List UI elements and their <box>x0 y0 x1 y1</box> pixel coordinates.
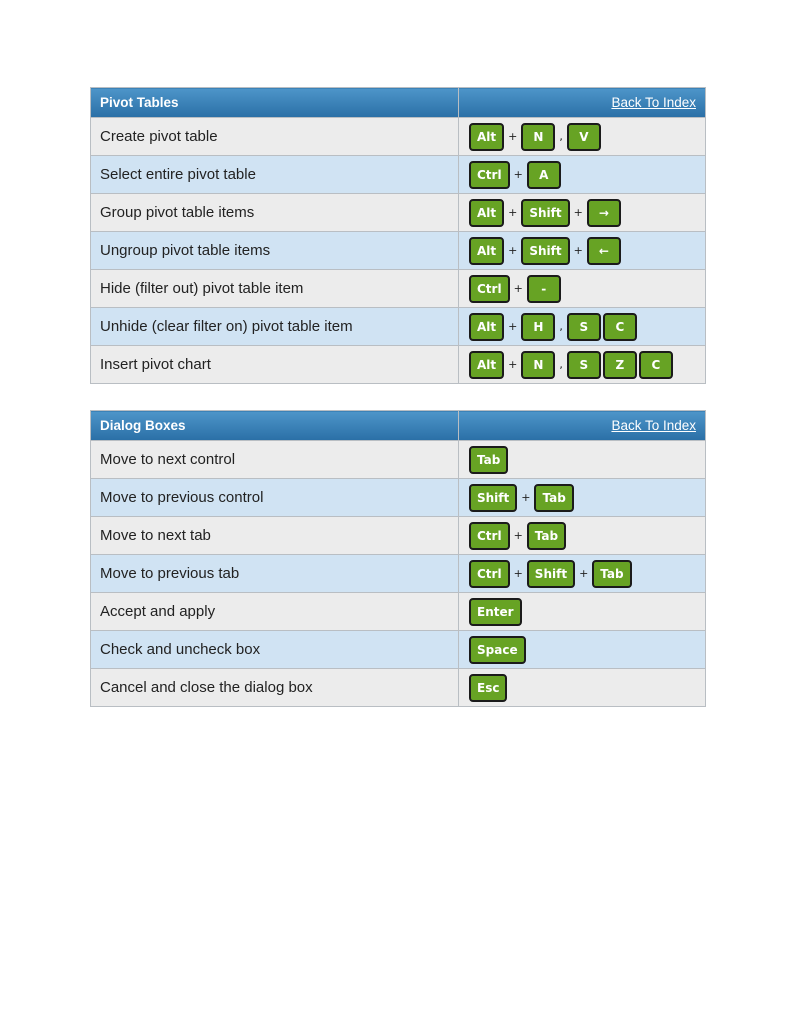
table-row <box>91 669 706 707</box>
key-cap: N <box>521 351 555 379</box>
key-cap: V <box>567 123 601 151</box>
table-row <box>91 118 706 156</box>
shortcut-keys <box>459 270 706 308</box>
shortcut-description: Check and uncheck box <box>91 631 459 669</box>
shortcut-description: Cancel and close the dialog box <box>91 669 459 707</box>
key-separator: + <box>508 130 518 143</box>
key-cap: Alt <box>469 237 504 265</box>
key-cap: Ctrl <box>469 161 510 189</box>
shortcut-description: Move to next tab <box>91 517 459 555</box>
key-cap: Shift <box>527 560 575 588</box>
shortcut-keys <box>459 441 706 479</box>
key-cap: Tab <box>592 560 631 588</box>
table-header <box>91 411 706 441</box>
table-row <box>91 517 706 555</box>
key-cap: Alt <box>469 123 504 151</box>
shortcut-keys <box>459 593 706 631</box>
table-row <box>91 232 706 270</box>
key-cap: S <box>567 351 601 379</box>
key-cap: Z <box>603 351 637 379</box>
shortcut-description: Hide (filter out) pivot table item <box>91 270 459 308</box>
shortcut-keys <box>459 555 706 593</box>
shortcut-description: Unhide (clear filter on) pivot table item <box>91 308 459 346</box>
key-cap: Space <box>469 636 526 664</box>
key-cap: Esc <box>469 674 507 702</box>
key-cap: N <box>521 123 555 151</box>
back-to-index-cell <box>459 411 706 441</box>
table-header <box>91 88 706 118</box>
key-cap: → <box>587 199 621 227</box>
back-to-index-link[interactable]: Back To Index <box>611 418 696 433</box>
shortcut-keys <box>459 479 706 517</box>
shortcut-keys <box>459 232 706 270</box>
key-separator: + <box>521 491 531 504</box>
shortcut-keys <box>459 194 706 232</box>
back-to-index-link[interactable]: Back To Index <box>611 95 696 110</box>
section-title: Dialog Boxes <box>91 411 459 441</box>
shortcut-description: Move to next control <box>91 441 459 479</box>
key-cap: - <box>527 275 561 303</box>
shortcut-description: Select entire pivot table <box>91 156 459 194</box>
key-cap: C <box>603 313 637 341</box>
key-cap: ← <box>587 237 621 265</box>
key-cap: Tab <box>527 522 566 550</box>
table-row <box>91 308 706 346</box>
shortcut-description: Create pivot table <box>91 118 459 156</box>
key-cap: H <box>521 313 555 341</box>
key-separator: + <box>513 567 523 580</box>
key-separator: + <box>508 358 518 371</box>
table-row <box>91 270 706 308</box>
key-cap: Shift <box>521 199 569 227</box>
shortcut-description: Accept and apply <box>91 593 459 631</box>
key-separator: + <box>508 244 518 257</box>
key-separator: , <box>559 130 563 143</box>
key-separator: + <box>579 567 589 580</box>
table-row <box>91 631 706 669</box>
shortcut-keys <box>459 118 706 156</box>
dialog-boxes-table <box>90 410 706 707</box>
key-separator: , <box>559 358 563 371</box>
key-cap: Alt <box>469 199 504 227</box>
shortcut-description: Insert pivot chart <box>91 346 459 384</box>
key-separator: , <box>559 320 563 333</box>
key-cap: S <box>567 313 601 341</box>
key-separator: + <box>573 244 583 257</box>
key-cap: Tab <box>469 446 508 474</box>
shortcut-description: Move to previous tab <box>91 555 459 593</box>
table-row <box>91 346 706 384</box>
section-title: Pivot Tables <box>91 88 459 118</box>
key-separator: + <box>508 206 518 219</box>
key-separator: + <box>573 206 583 219</box>
shortcut-keys <box>459 346 706 384</box>
table-row <box>91 479 706 517</box>
key-separator: + <box>513 168 523 181</box>
back-to-index-cell <box>459 88 706 118</box>
shortcut-description: Ungroup pivot table items <box>91 232 459 270</box>
key-cap: Alt <box>469 351 504 379</box>
shortcut-keys <box>459 308 706 346</box>
key-cap: Shift <box>469 484 517 512</box>
shortcut-keys <box>459 156 706 194</box>
table-row <box>91 555 706 593</box>
table-row <box>91 441 706 479</box>
key-separator: + <box>513 529 523 542</box>
table-row <box>91 156 706 194</box>
key-cap: A <box>527 161 561 189</box>
shortcut-description: Group pivot table items <box>91 194 459 232</box>
shortcut-keys <box>459 669 706 707</box>
key-cap: Enter <box>469 598 522 626</box>
key-cap: Ctrl <box>469 560 510 588</box>
key-separator: + <box>513 282 523 295</box>
shortcut-keys <box>459 631 706 669</box>
key-separator: + <box>508 320 518 333</box>
shortcut-keys <box>459 517 706 555</box>
key-cap: Ctrl <box>469 522 510 550</box>
table-row <box>91 593 706 631</box>
key-cap: C <box>639 351 673 379</box>
table-row <box>91 194 706 232</box>
key-cap: Alt <box>469 313 504 341</box>
key-cap: Tab <box>534 484 573 512</box>
shortcut-description: Move to previous control <box>91 479 459 517</box>
key-cap: Shift <box>521 237 569 265</box>
pivot-tables-table <box>90 87 706 384</box>
key-cap: Ctrl <box>469 275 510 303</box>
